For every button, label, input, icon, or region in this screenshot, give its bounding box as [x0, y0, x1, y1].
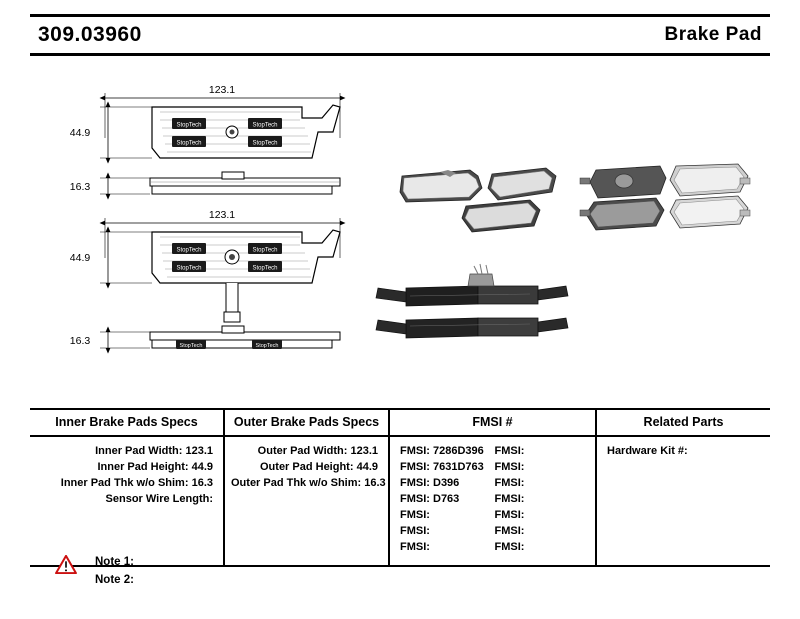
- hardware-kit-row: Hardware Kit #:: [607, 445, 688, 457]
- inner-pad-width-value: 123.1: [185, 445, 213, 457]
- svg-text:StopTech: StopTech: [176, 140, 202, 147]
- fmsi-row: FMSI:: [494, 509, 525, 521]
- svg-text:StopTech: StopTech: [255, 343, 279, 349]
- inner-pad-width-dim: 123.1: [208, 84, 236, 96]
- spec-row: [231, 475, 386, 491]
- fmsi-row: FMSI:: [400, 509, 430, 521]
- inner-pad-height-label: Inner Pad Height:: [97, 461, 189, 473]
- inner-pad-thickness-dim: 16.3: [69, 181, 91, 193]
- outer-pad-thickness-dim: 16.3: [69, 335, 91, 347]
- fmsi-row: FMSI: D396: [400, 477, 460, 489]
- outer-pad-width-value: 123.1: [350, 445, 378, 457]
- note-1: [55, 553, 355, 571]
- fmsi-row: FMSI: D763: [400, 493, 460, 505]
- fmsi-row: FMSI: 7631D763: [400, 461, 484, 473]
- outer-specs-column: [223, 410, 388, 565]
- svg-text:StopTech: StopTech: [252, 265, 278, 272]
- fmsi-row: FMSI:: [494, 525, 525, 537]
- outer-pad-height-label: Outer Pad Height:: [260, 461, 354, 473]
- outer-pad-width-label: Outer Pad Width:: [257, 445, 348, 457]
- outer-specs-heading: Outer Brake Pads Specs: [225, 410, 388, 437]
- inner-pad-width-label: Inner Pad Width:: [95, 445, 183, 457]
- specs-table: [30, 408, 770, 567]
- outer-pad-thk-value: 16.3: [364, 477, 386, 489]
- outer-pad-height-dim: 44.9: [69, 252, 91, 264]
- fmsi-row: FMSI:: [494, 445, 525, 457]
- inner-specs-heading: Inner Brake Pads Specs: [30, 410, 223, 437]
- sensor-wire-length-label: Sensor Wire Length:: [105, 493, 213, 505]
- fmsi-row: FMSI:: [494, 493, 525, 505]
- fmsi-right-column: [495, 443, 590, 555]
- outer-pad-thk-label: Outer Pad Thk w/o Shim:: [231, 477, 362, 489]
- inner-specs-column: [30, 410, 223, 565]
- fmsi-row: FMSI:: [400, 525, 430, 537]
- outer-pad-width-dim: 123.1: [208, 209, 236, 221]
- note-1-label: Note 1:: [95, 556, 134, 568]
- note-2: [55, 571, 355, 589]
- photo-pads-group: [400, 168, 556, 232]
- svg-text:StopTech: StopTech: [252, 140, 278, 147]
- fmsi-left-column: [400, 443, 495, 555]
- fmsi-heading: FMSI #: [390, 410, 595, 437]
- svg-text:StopTech: StopTech: [176, 265, 202, 272]
- spec-row: [36, 443, 217, 459]
- warning-icon: [55, 555, 77, 574]
- svg-text:StopTech: StopTech: [252, 122, 278, 129]
- part-number: 309.03960: [38, 23, 142, 46]
- related-parts-heading: Related Parts: [597, 410, 770, 437]
- inner-pad-height-value: 44.9: [191, 461, 213, 473]
- photo-pads-shims-group: [580, 164, 750, 230]
- spec-row: [231, 443, 382, 459]
- svg-text:StopTech: StopTech: [176, 122, 202, 129]
- svg-text:StopTech: StopTech: [252, 247, 278, 254]
- fmsi-row: FMSI:: [494, 461, 525, 473]
- notes-section: [55, 553, 355, 589]
- note-2-label: Note 2:: [95, 574, 134, 586]
- spec-row: [36, 491, 217, 507]
- fmsi-row: FMSI:: [400, 541, 430, 553]
- document-header: [30, 14, 770, 56]
- svg-text:StopTech: StopTech: [176, 247, 202, 254]
- inner-pad-thk-value: 16.3: [191, 477, 213, 489]
- fmsi-row: FMSI:: [494, 477, 525, 489]
- spec-row: [36, 459, 217, 475]
- related-parts-column: [595, 410, 770, 565]
- fmsi-row: FMSI:: [494, 541, 525, 553]
- technical-drawings: [0, 60, 800, 395]
- inner-pad-thk-label: Inner Pad Thk w/o Shim:: [60, 477, 189, 489]
- page-title: Brake Pad: [664, 24, 762, 45]
- photo-pad-set-sensor: [376, 264, 568, 338]
- fmsi-row: FMSI: 7286D396: [400, 445, 484, 457]
- fmsi-column: [388, 410, 595, 565]
- svg-text:StopTech: StopTech: [179, 343, 203, 349]
- inner-pad-height-dim: 44.9: [69, 127, 91, 139]
- outer-pad-height-value: 44.9: [356, 461, 378, 473]
- spec-row: [231, 459, 382, 475]
- spec-row: [36, 475, 217, 491]
